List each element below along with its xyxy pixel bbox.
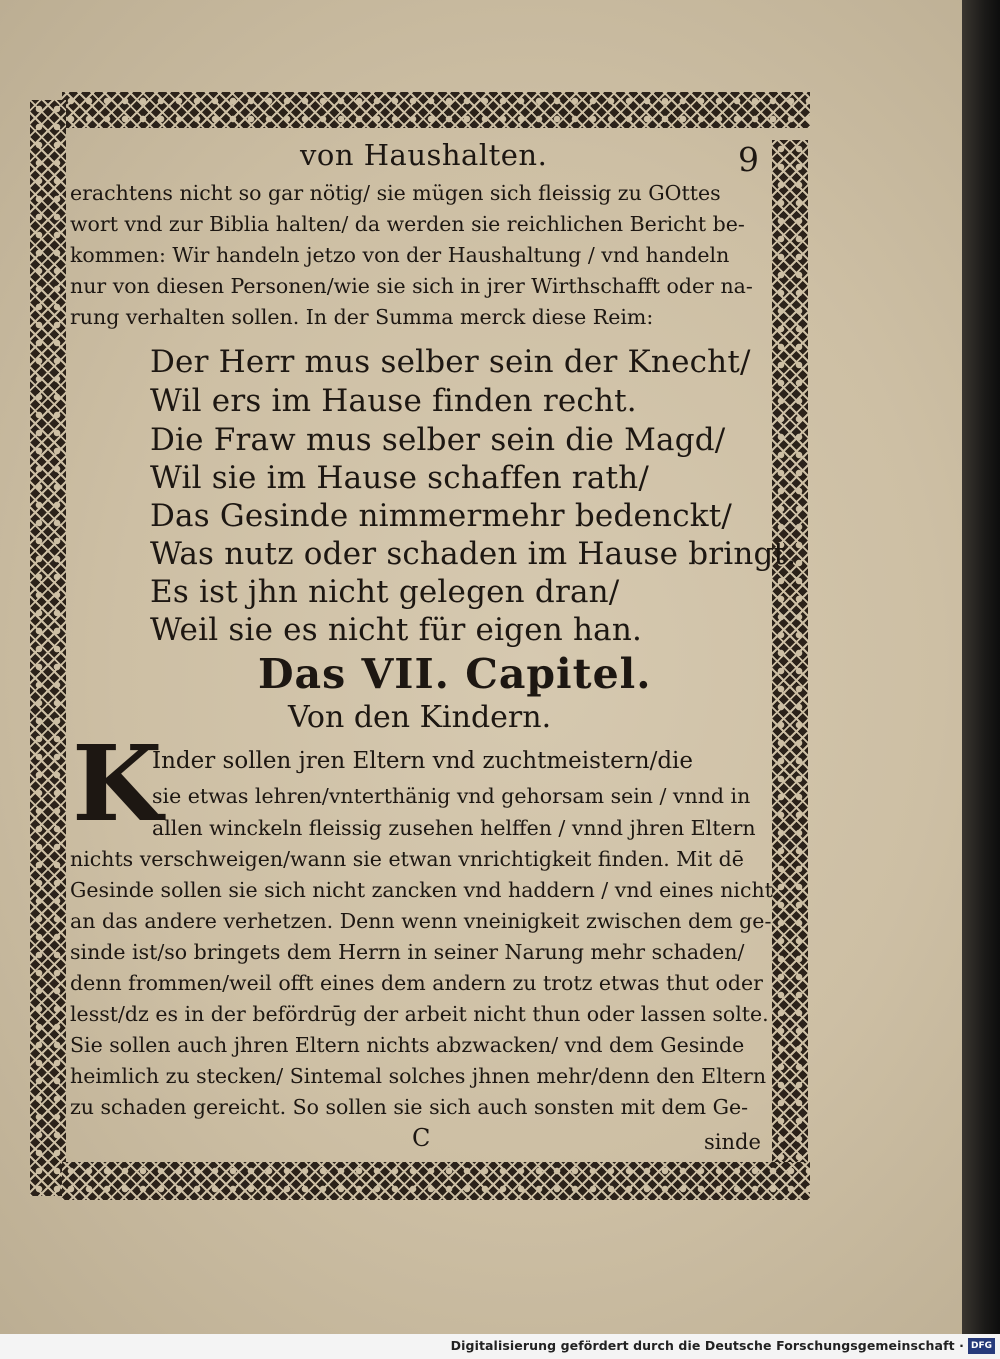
decorated-initial: K: [72, 722, 163, 845]
text-line: an das andere verhetzen. Denn wenn vneinigkeit zwischen dem ge-: [70, 909, 772, 933]
text-line: denn frommen/weil offt eines dem andern zu trotz etwas thut oder: [70, 971, 763, 995]
funding-notice: Digitalisierung gefördert durch die Deutsche Forschungsgemeinschaft ·: [450, 1338, 964, 1353]
text-line: kommen: Wir handeln jetzo von der Haushaltung / vnd handeln: [70, 243, 730, 267]
verse-line: Wil sie im Hause schaffen rath/: [150, 460, 649, 496]
text-line: heimlich zu stecken/ Sintemal solches jhnen mehr/denn den Eltern: [70, 1064, 767, 1088]
text-line: sie etwas lehren/vnterthänig vnd gehorsam sein / vnnd in: [152, 784, 751, 808]
dfg-logo-icon: DFG: [968, 1338, 995, 1354]
signature-mark: C: [412, 1124, 431, 1152]
running-header: von Haushalten.: [300, 138, 548, 172]
verse-line: Es ist jhn nicht gelegen dran/: [150, 574, 620, 610]
text-line: nichts verschweigen/wann sie etwan vnrichtigkeit finden. Mit dē: [70, 847, 744, 871]
ornamental-border-right: [772, 140, 808, 1192]
catchword: sinde: [704, 1130, 761, 1154]
text-line: nur von diesen Personen/wie sie sich in jrer Wirthschafft oder na-: [70, 274, 753, 298]
text-line: wort vnd zur Biblia halten/ da werden sie reichlichen Bericht be-: [70, 212, 745, 236]
ornamental-border-left: [30, 100, 66, 1196]
text-line: erachtens nicht so gar nötig/ sie mügen sich fleissig zu GOttes: [70, 181, 721, 205]
verse-line: Weil sie es nicht für eigen han.: [150, 612, 643, 648]
text-line: Inder sollen jren Eltern vnd zuchtmeistern/die: [152, 748, 694, 774]
chapter-title: Das VII. Capitel.: [258, 650, 652, 698]
text-line: lesst/dz es in der befördrūg der arbeit nicht thun oder lassen solte.: [70, 1002, 769, 1026]
page-edge-shadow: [962, 0, 1000, 1334]
verse-line: Das Gesinde nimmermehr bedenckt/: [150, 498, 733, 534]
text-line: Gesinde sollen sie sich nicht zancken vnd haddern / vnd eines nicht: [70, 878, 773, 902]
text-line: sinde ist/so bringets dem Herrn in seiner Narung mehr schaden/: [70, 940, 745, 964]
ornamental-border-bottom: [62, 1162, 810, 1200]
text-line: rung verhalten sollen. In der Summa merck diese Reim:: [70, 305, 654, 329]
verse-line: Was nutz oder schaden im Hause bringt.: [150, 536, 797, 572]
verse-line: Wil ers im Hause finden recht.: [150, 383, 637, 419]
text-line: Sie sollen auch jhren Eltern nichts abzwacken/ vnd dem Gesinde: [70, 1033, 745, 1057]
verse-line: Der Herr mus selber sein der Knecht/: [150, 344, 751, 380]
page-number: 9: [738, 140, 759, 179]
footer-bar: [0, 1334, 1000, 1359]
verse-line: Die Fraw mus selber sein die Magd/: [150, 422, 726, 458]
ornamental-border-top: [62, 92, 810, 128]
text-line: allen winckeln fleissig zusehen helffen / vnnd jhren Eltern: [152, 816, 756, 840]
chapter-subtitle: Von den Kindern.: [288, 700, 552, 735]
text-line: zu schaden gereicht. So sollen sie sich auch sonsten mit dem Ge-: [70, 1095, 749, 1119]
